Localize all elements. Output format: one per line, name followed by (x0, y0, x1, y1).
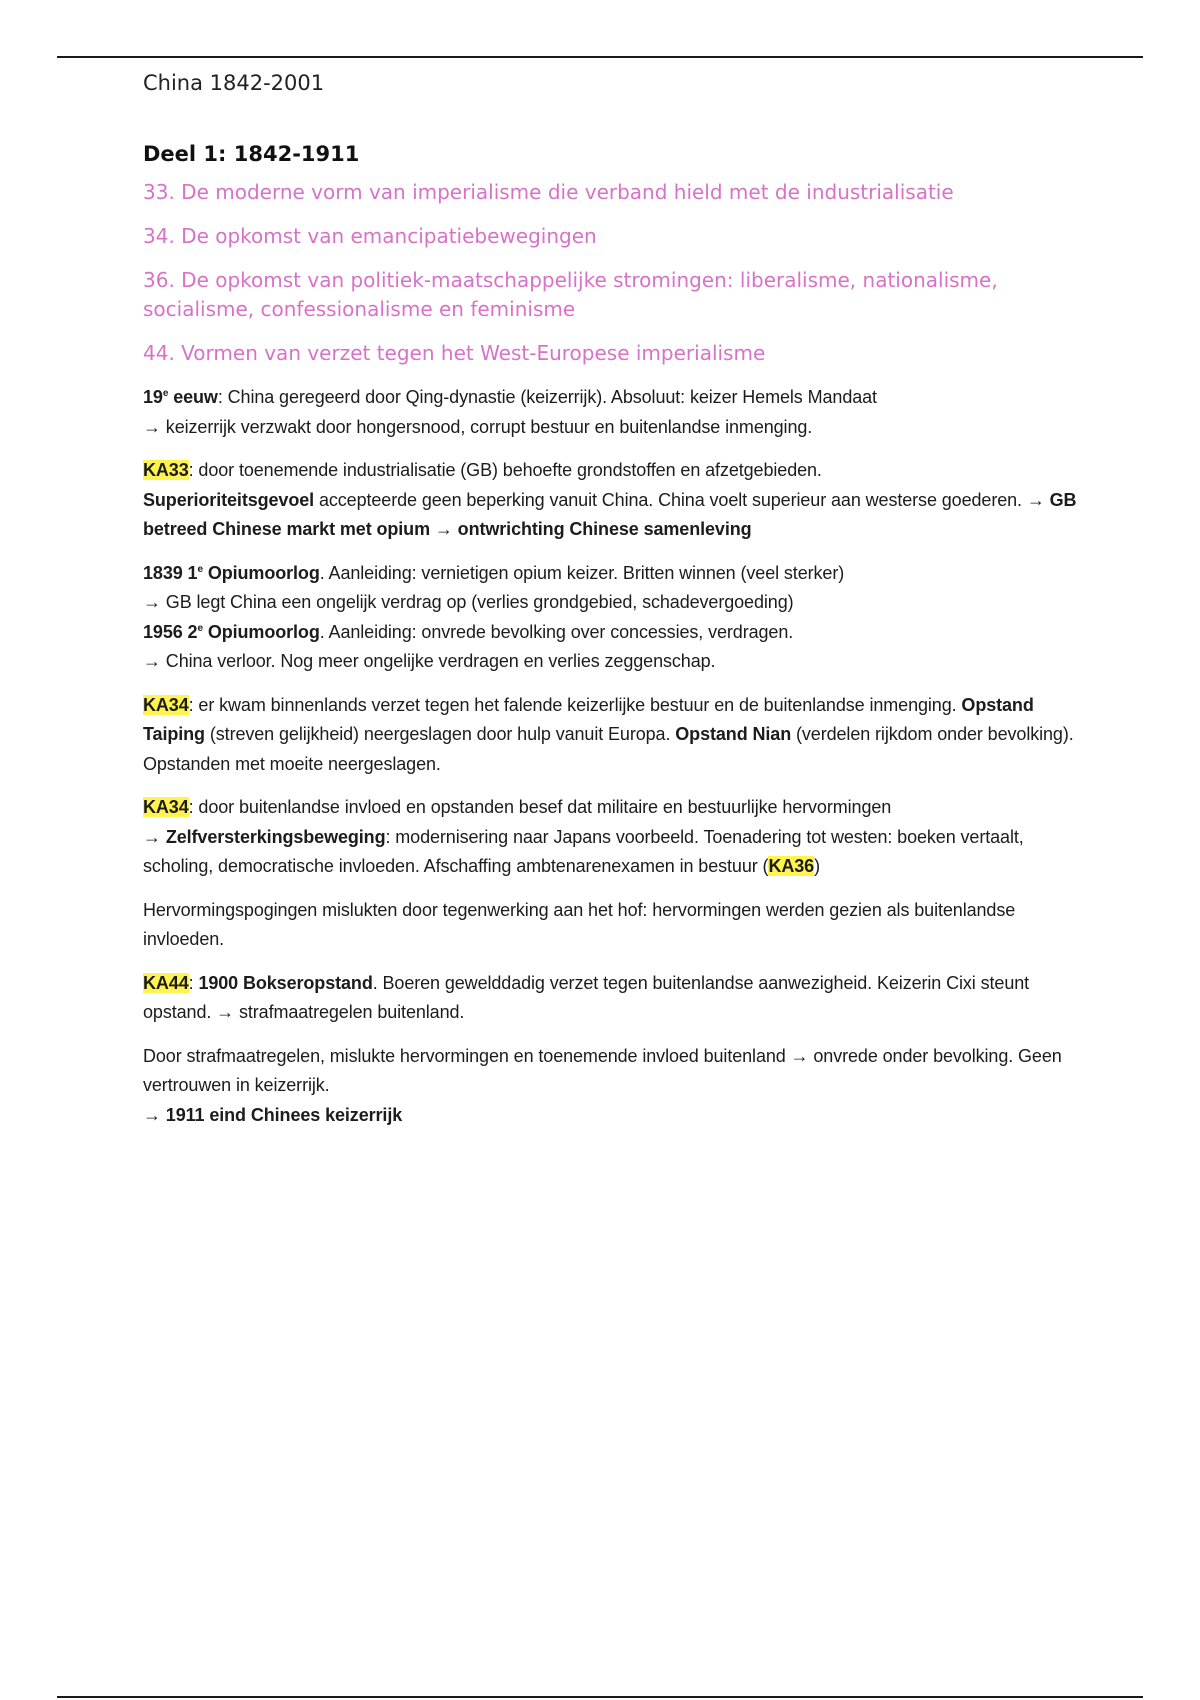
paragraph-ka34-reforms (143, 793, 1093, 882)
page-content (143, 68, 1093, 1144)
p5-bold-1: Zelfversterkingsbeweging (165, 826, 386, 847)
header-rule (57, 56, 1143, 58)
paragraph-ka34-uprisings (143, 691, 1093, 780)
paragraph-opium-wars (143, 559, 1093, 677)
p5-arrow: → (143, 826, 166, 847)
paragraph-reform-failure: Hervormingspogingen mislukten door tegenwerking aan het hof: hervormingen werden gezien als buitenlandse invloeden. (143, 899, 1016, 949)
ka34-highlight-tag: KA34 (143, 797, 189, 817)
p7-text-1: . Boeren gewelddadig verzet tegen buitenlandse aanwezigheid. Keizerin Cixi steunt opstand. → strafmaatregelen buitenland. (143, 972, 1030, 1022)
paragraph-end-empire (143, 1042, 1093, 1131)
ka44-highlight-tag: KA44 (143, 972, 189, 993)
ka34-highlight-tag: KA34 (143, 694, 189, 715)
century-suffix: e (162, 388, 169, 399)
p8-bold-1: → 1911 eind Chinees keizerrijk (143, 1104, 403, 1125)
war1-year: 1839 1 (143, 562, 198, 583)
learning-goal-34: 34. De opkomst van emancipatiebewegingen (143, 224, 597, 248)
p4-text-1: : er kwam binnenlands verzet tegen het falende keizerlijke bestuur en de buitenlandse inmenging. (188, 694, 962, 715)
p5-text-3: ) (814, 856, 820, 876)
learning-goal-36: 36. De opkomst van politiek-maatschappelijke stromingen: liberalisme, nationalisme, socialisme, confessionalisme en feminisme (143, 268, 998, 321)
p5-text-1: : door buitenlandse invloed en opstanden besef dat militaire en bestuurlijke hervormingen (188, 797, 892, 817)
p4-bold-1: Opstand Taiping (143, 694, 1034, 744)
p7-bold-1: 1900 Bokseropstand (198, 972, 373, 993)
war2-name: Opiumoorlog (202, 621, 320, 642)
footer-rule (57, 1696, 1143, 1698)
century-number: 19 (143, 387, 163, 407)
p2-bold-2: GB betreed Chinese markt met opium → ontwrichting Chinese samenleving (143, 489, 1077, 539)
century-label: eeuw (168, 387, 218, 407)
p4-text-3: (verdelen rijkdom onder bevolking). Opstanden met moeite neergeslagen. (143, 724, 1074, 774)
learning-goal-44: 44. Vormen van verzet tegen het West-Europese imperialisme (143, 341, 766, 365)
war2-suffix: e (197, 622, 203, 634)
p2-text-1: : door toenemende industrialisatie (GB) behoefte grondstoffen en afzetgebieden. (188, 460, 822, 480)
paragraph-ka33 (143, 456, 1093, 545)
p8-text-1: Door strafmaatregelen, mislukte hervormingen en toenemende invloed buitenland → onvrede onder bevolking. Geen vertrouwen in keizerrijk. (143, 1045, 1062, 1095)
ka33-highlight-tag: KA33 (143, 460, 189, 480)
p3-text-3: . Aanleiding: onvrede bevolking over concessies, verdragen. (319, 621, 794, 642)
p1-text-1: : China geregeerd door Qing-dynastie (keizerrijk). Absoluut: keizer Hemels Mandaat (217, 387, 877, 407)
p4-text-2: (streven gelijkheid) neergeslagen door hulp vanuit Europa. (204, 724, 676, 744)
p2-bold-1: Superioriteitsgevoel (143, 489, 315, 510)
paragraph-19th-century (143, 383, 1093, 442)
war1-suffix: e (197, 563, 203, 575)
p5-text-2: : modernisering naar Japans voorbeeld. Toenadering tot westen: boeken vertaalt, scholing, democratische invloeden. Afschaffing ambtenarenexamen in bestuur ( (143, 826, 1024, 876)
paragraph-ka44 (143, 969, 1093, 1028)
p4-bold-2: Opstand Nian (675, 724, 792, 744)
war2-year: 1956 2 (143, 621, 198, 642)
p3-text-2: → GB legt China een ongelijk verdrag op (verlies grondgebied, schadevergoeding) (143, 592, 794, 612)
ka36-highlight-tag: KA36 (768, 856, 815, 876)
p3-text-4: → China verloor. Nog meer ongelijke verdragen en verlies zeggenschap. (143, 651, 716, 671)
p1-text-2: → keizerrijk verzwakt door hongersnood, corrupt bestuur en buitenlandse inmenging. (143, 416, 813, 437)
war1-name: Opiumoorlog (202, 562, 320, 583)
section-title: Deel 1: 1842-1911 (143, 142, 360, 166)
p2-text-2: accepteerde geen beperking vanuit China. China voelt superieur aan westerse goederen. → (314, 489, 1050, 510)
p7-text-0: : (188, 972, 199, 993)
document-header-title: China 1842-2001 (143, 71, 325, 95)
p3-text-1: . Aanleiding: vernietigen opium keizer. Britten winnen (veel sterker) (319, 562, 845, 583)
learning-goal-33: 33. De moderne vorm van imperialisme die verband hield met de industrialisatie (143, 180, 954, 204)
